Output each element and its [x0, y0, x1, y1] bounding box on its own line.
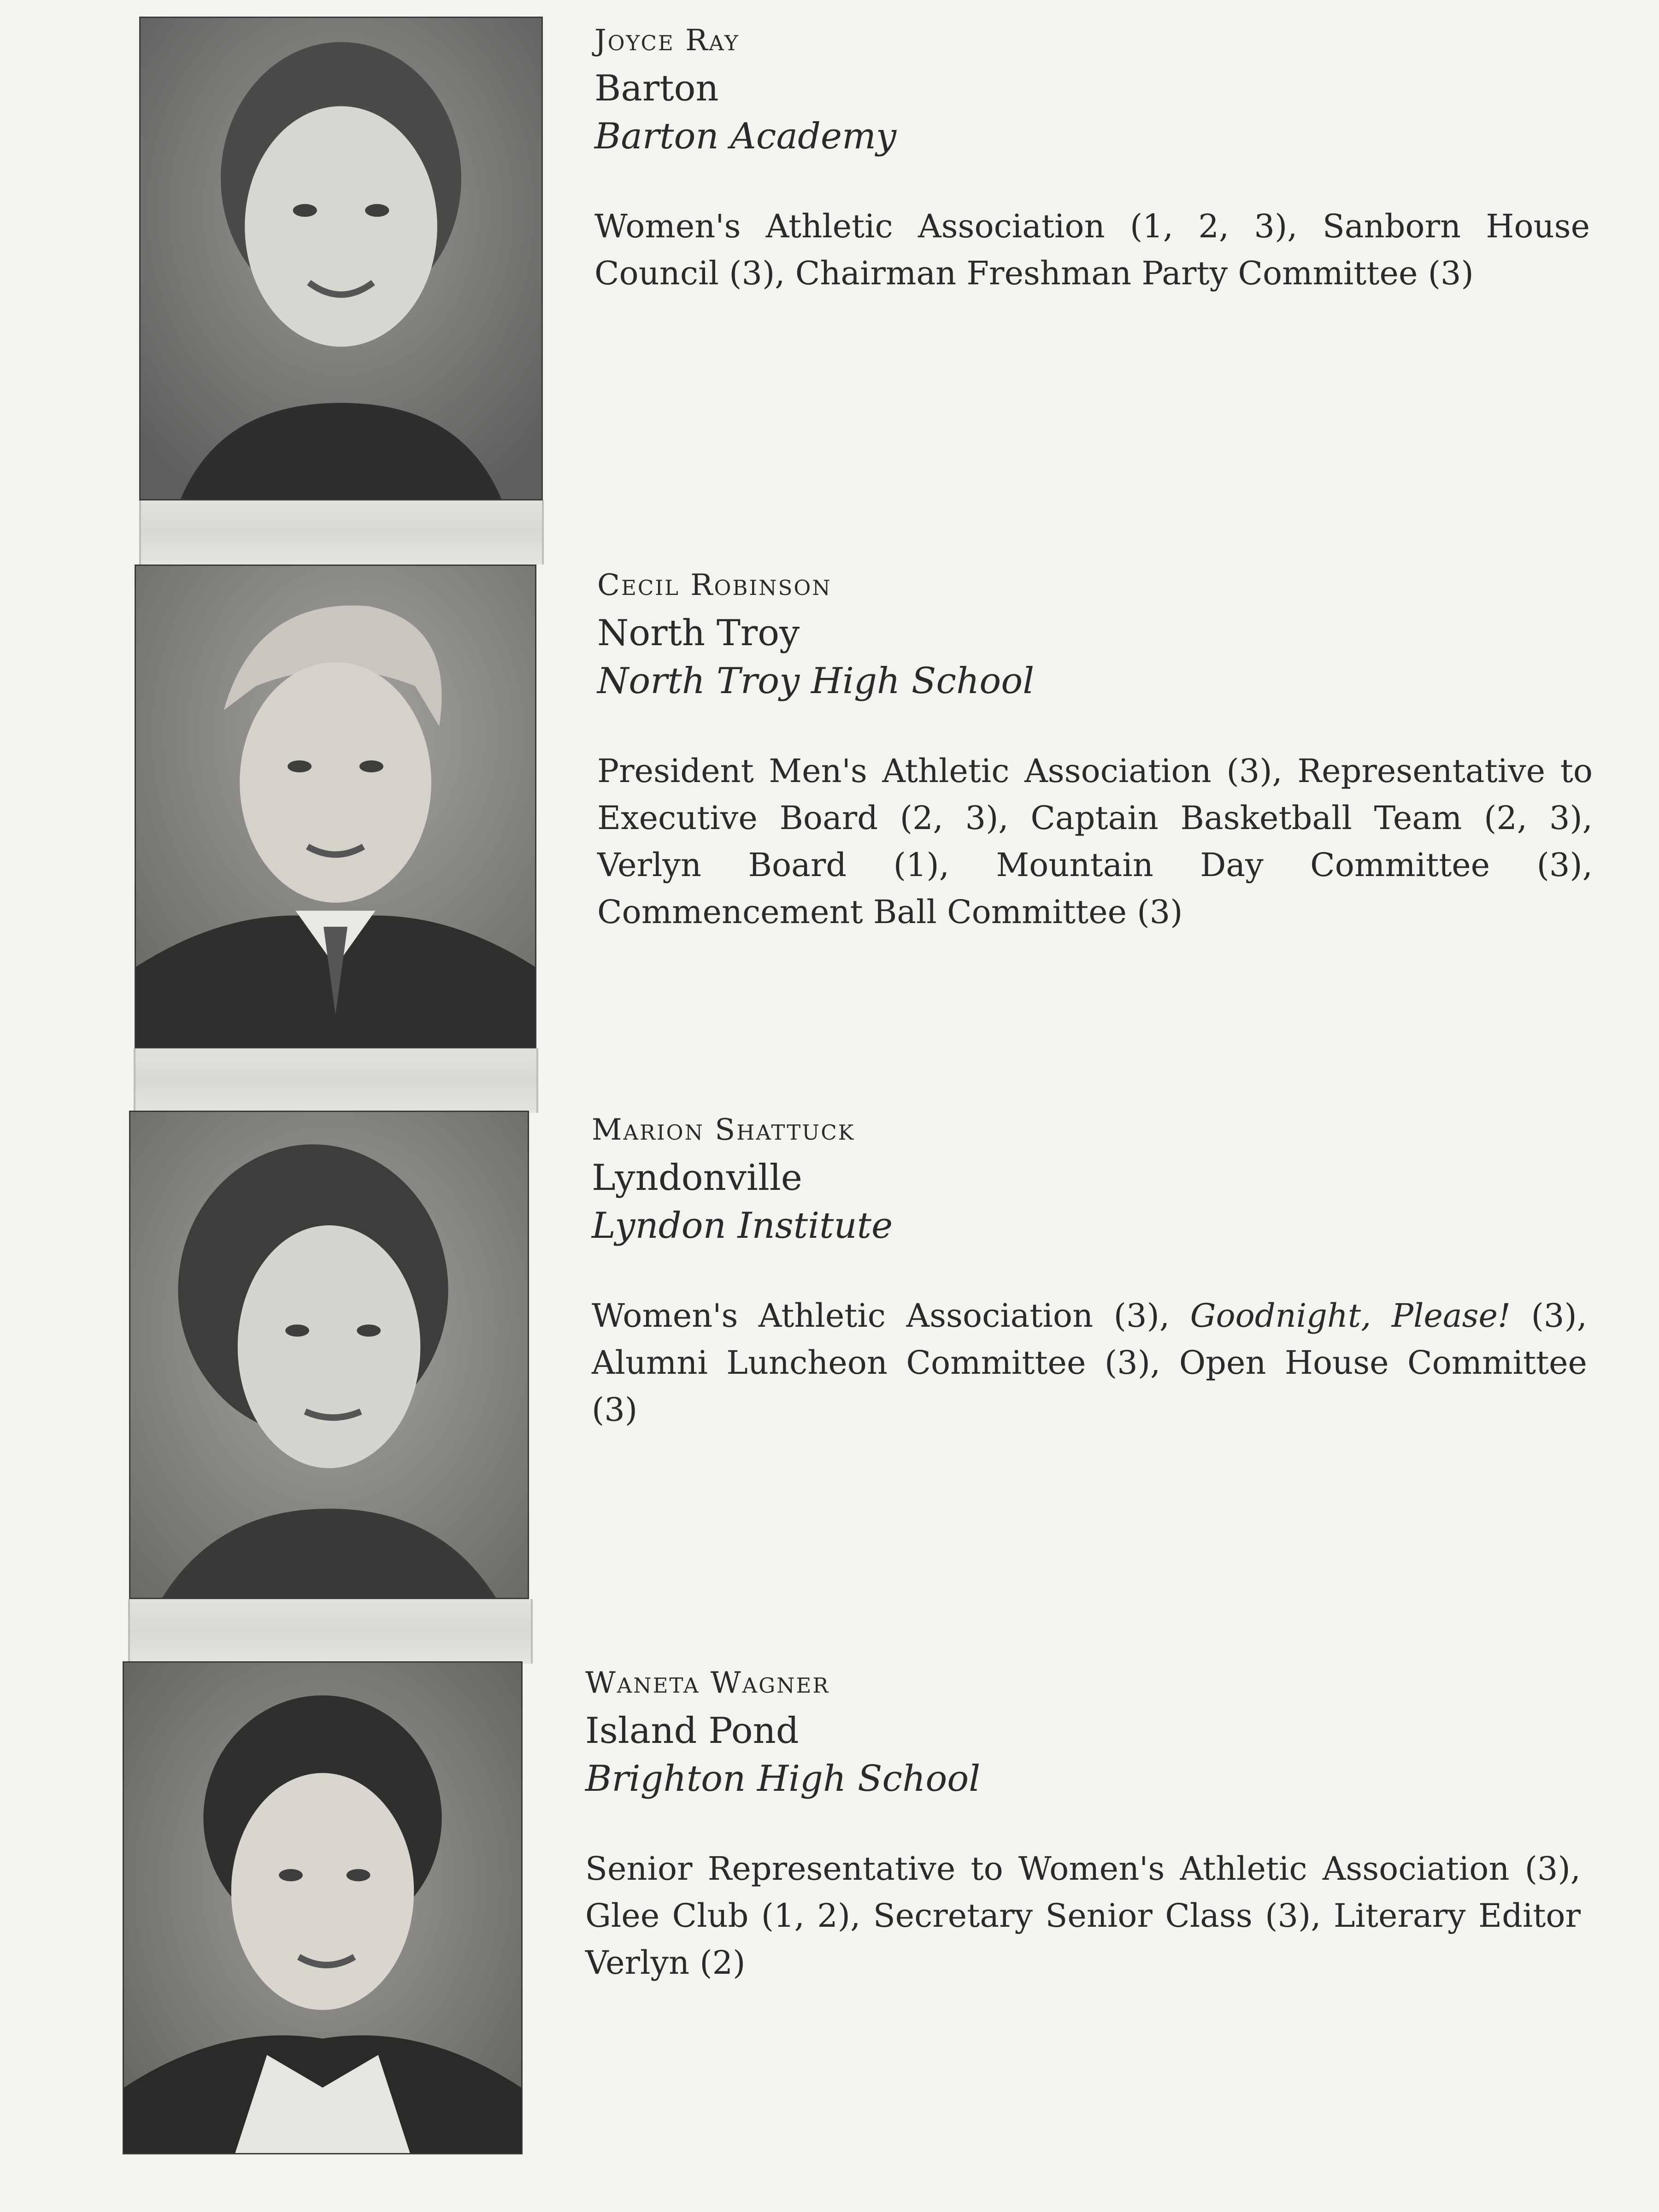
student-name: Marion Shattuck [592, 1113, 855, 1147]
student-town: North Troy [597, 612, 800, 654]
photo-separator [134, 1048, 538, 1113]
activities-text: (3), Alumni Luncheon Committee (3), Open House Committee (3) [592, 1297, 1587, 1429]
student-name: Cecil Robinson [597, 568, 832, 602]
student-name: Waneta Wagner [585, 1666, 830, 1700]
student-school: Lyndon Institute [592, 1205, 893, 1247]
student-town: Island Pond [585, 1710, 799, 1752]
photo-separator [139, 500, 544, 565]
student-activities [592, 1292, 1587, 1433]
photo-separator [128, 1599, 533, 1664]
portrait-photo [123, 1661, 523, 2154]
student-town: Barton [594, 68, 719, 109]
student-name: Joyce Ray [594, 24, 740, 58]
student-entry [592, 1106, 1606, 1433]
student-entry [597, 561, 1611, 935]
student-activities: President Men's Athletic Association (3), Representative to Executive Board (2, 3), Captain Basketball Team (2, 3), Verlyn Board (1), Mountain Day Committee (3), Commencement Ball Committee (3) [597, 752, 1593, 931]
student-school: Barton Academy [594, 116, 897, 157]
play-title: Goodnight, Please! [1190, 1297, 1511, 1335]
student-entry [594, 17, 1608, 297]
student-activities: Senior Representative to Women's Athletic Association (3), Glee Club (1, 2), Secretary Senior Class (3), Literary Editor Verlyn (2) [585, 1850, 1581, 1982]
student-town: Lyndonville [592, 1157, 802, 1199]
portrait-photo [135, 565, 536, 1048]
student-entry [585, 1659, 1599, 1986]
student-school: Brighton High School [585, 1758, 981, 1800]
activities-text: Women's Athletic Association (3), [592, 1297, 1190, 1335]
portrait-photo [129, 1111, 529, 1599]
student-activities: Women's Athletic Association (1, 2, 3), Sanborn House Council (3), Chairman Freshman Party Committee (3) [594, 207, 1590, 292]
portrait-photo [139, 17, 543, 500]
student-school: North Troy High School [597, 660, 1035, 702]
